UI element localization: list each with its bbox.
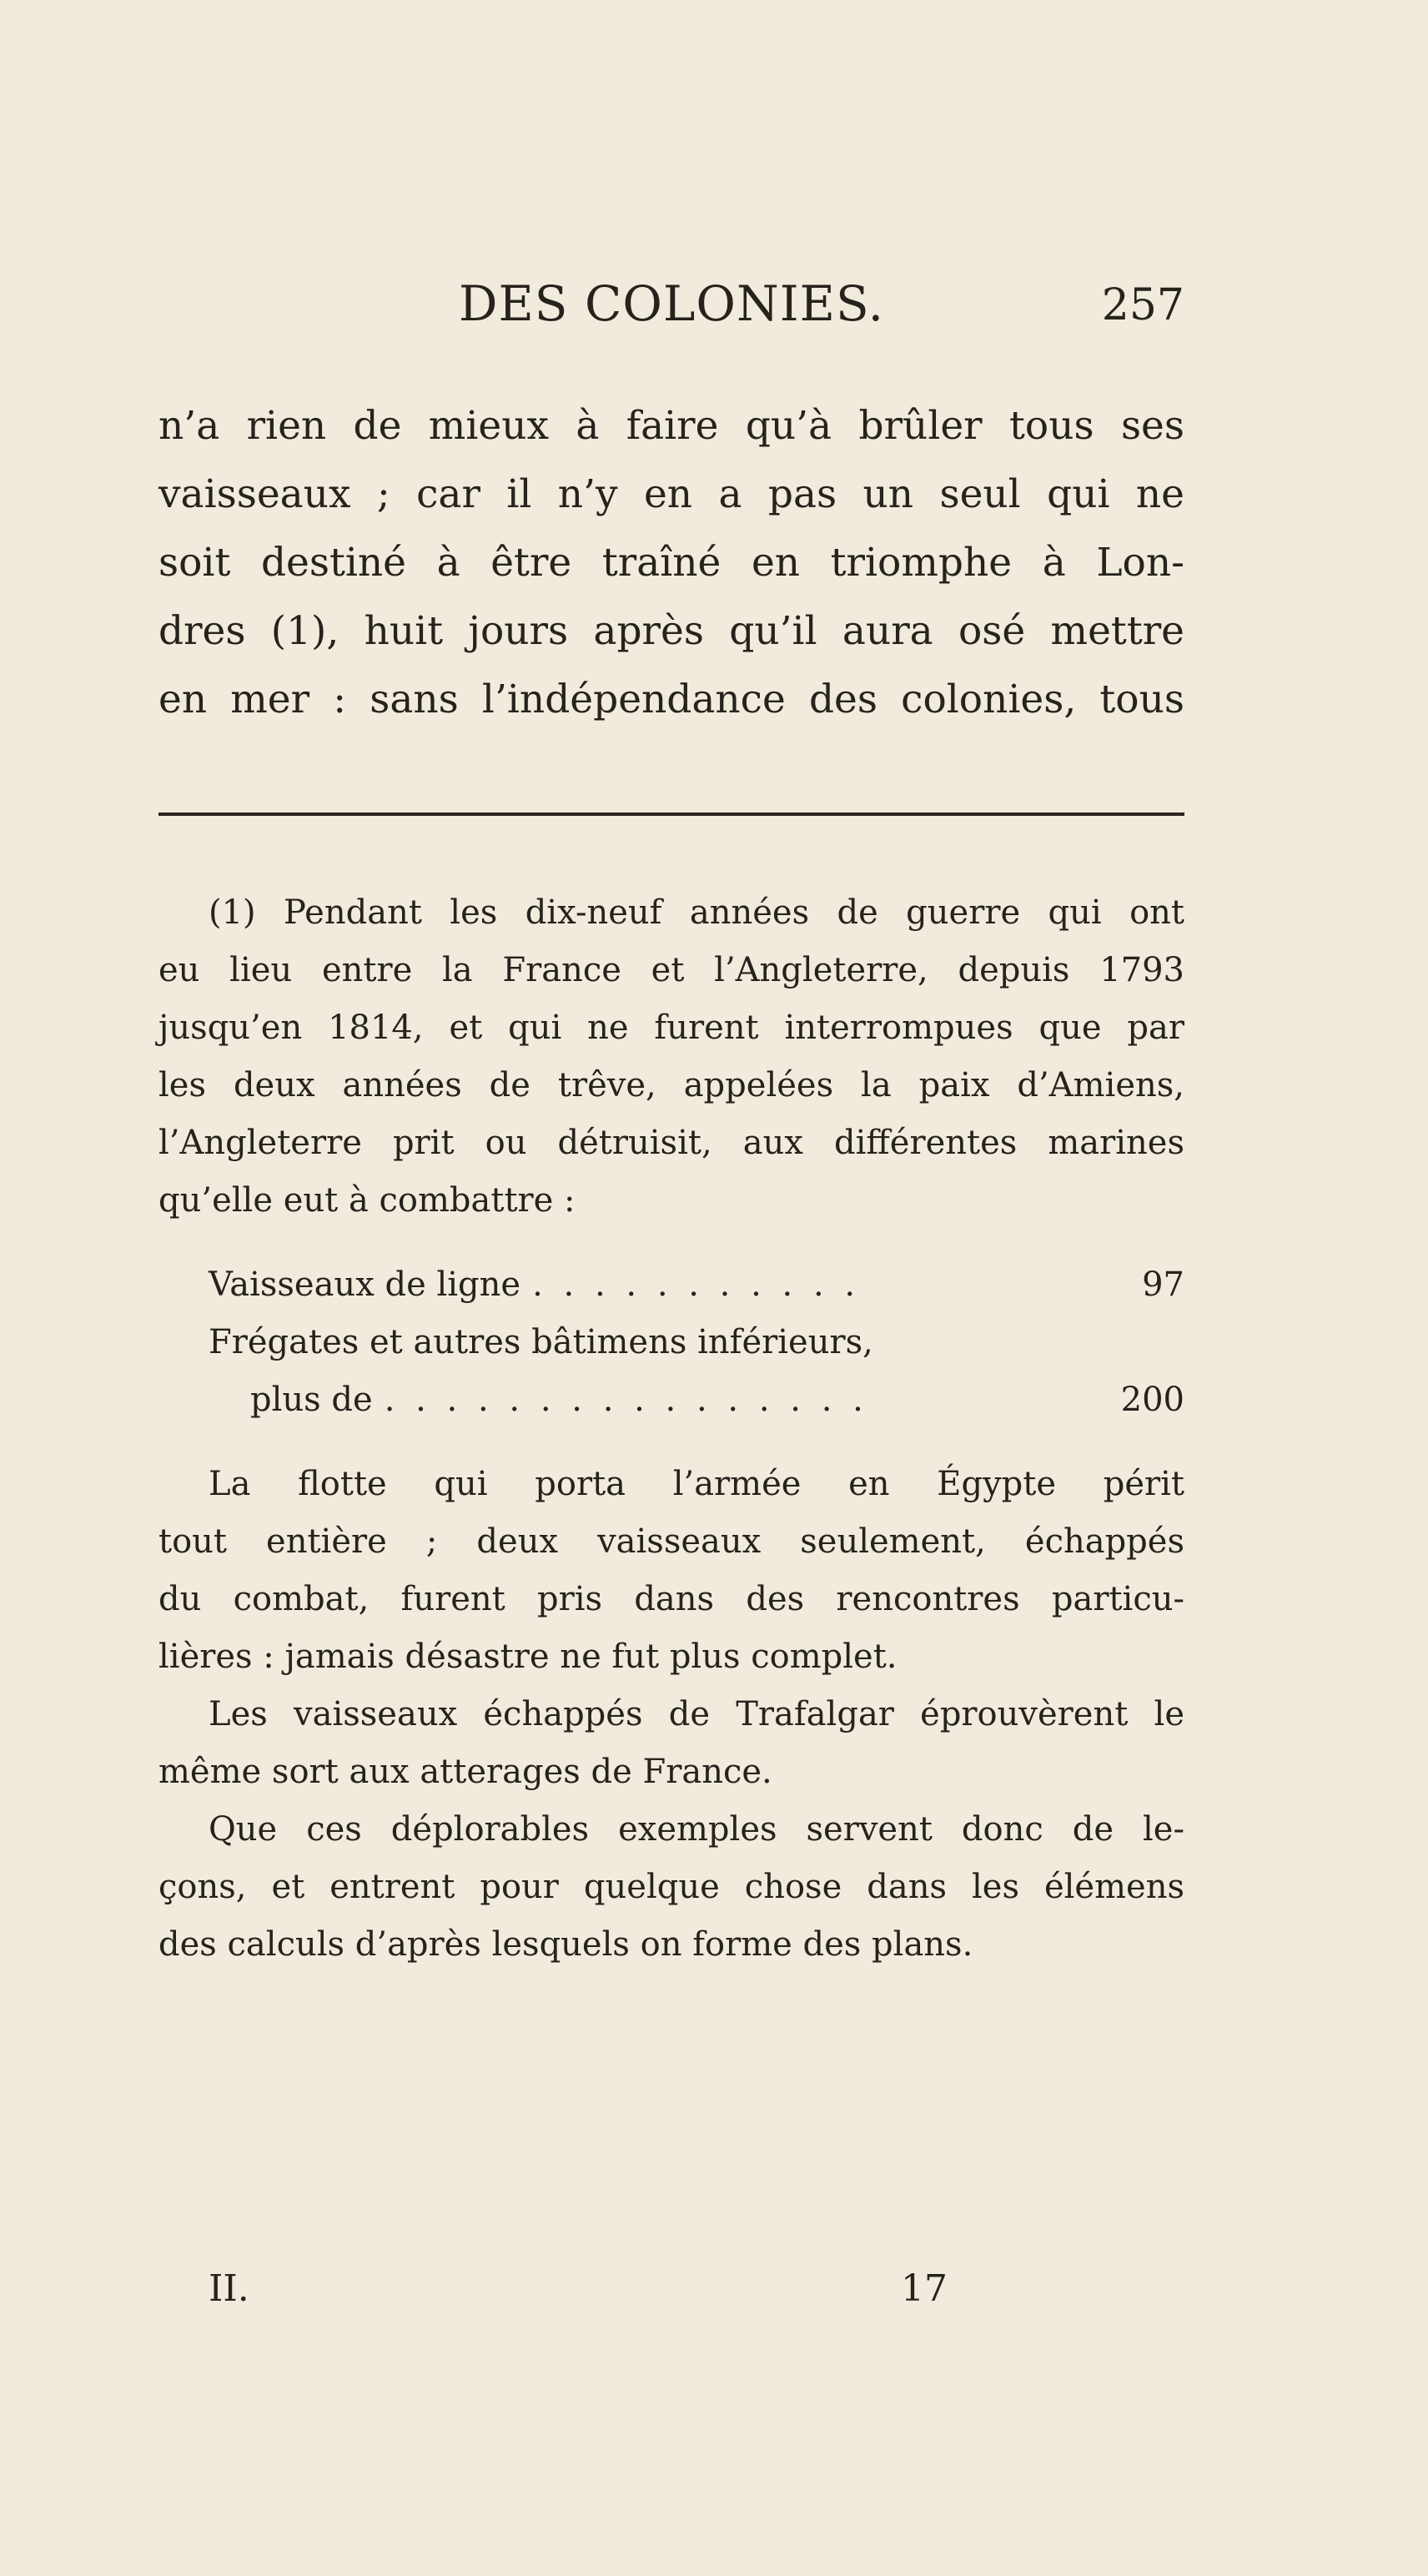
loss-label: Vaisseaux de ligne	[209, 1265, 521, 1304]
footnote-line: lières : jamais désastre ne fut plus complet.	[158, 1638, 898, 1676]
footnote-line: qu’elle eut à combattre :	[158, 1181, 576, 1220]
main-text	[158, 392, 1184, 734]
text-line: vaisseaux ; car il n’y en a pas un seul qui ne	[158, 471, 1184, 517]
footnote-line: du combat, furent pris dans des rencontres particu-	[158, 1580, 1184, 1618]
text-line: en mer : sans l’indépendance des colonies, tous	[158, 677, 1184, 722]
loss-label: plus de	[250, 1381, 373, 1419]
page-number: 257	[1101, 280, 1184, 330]
footnote-line: l’Angleterre prit ou détruisit, aux différentes marines	[158, 1124, 1184, 1162]
footnote	[158, 884, 1184, 1974]
loss-value: 97	[1142, 1265, 1184, 1304]
loss-value: 200	[1120, 1381, 1184, 1419]
loss-list-item	[158, 1256, 1184, 1314]
footnote-line: des calculs d’après lesquels on forme des plans.	[158, 1925, 973, 1964]
text-line: n’a rien de mieux à faire qu’à brûler tous ses	[158, 403, 1184, 449]
footnote-line: (1) Pendant les dix-neuf années de guerre qui ont	[209, 893, 1184, 932]
footnote-line: Que ces déplorables exemples servent donc de le-	[209, 1810, 1184, 1849]
footnote-divider	[158, 813, 1184, 816]
page-header	[158, 275, 1184, 359]
footnote-line: Les vaisseaux échappés de Trafalgar éprouvèrent le	[209, 1695, 1184, 1733]
loss-list-item	[158, 1314, 1184, 1371]
footnote-line: çons, et entrent pour quelque chose dans les élémens	[158, 1868, 1184, 1906]
footnote-line: même sort aux atterages de France.	[158, 1753, 772, 1791]
signature-mark: II.	[209, 2267, 249, 2310]
loss-list-item-cont	[158, 1371, 1184, 1429]
gathering-number: 17	[901, 2267, 948, 2310]
text-line: soit destiné à être traîné en triomphe à Lon-	[158, 540, 1184, 586]
footnote-line: les deux années de trêve, appelées la paix d’Amiens,	[158, 1066, 1184, 1104]
loss-label: Frégates et autres bâtimens inférieurs,	[209, 1323, 873, 1361]
text-line: dres (1), huit jours après qu’il aura osé mettre	[158, 608, 1184, 654]
footnote-line: tout entière ; deux vaisseaux seulement, échappés	[158, 1522, 1184, 1561]
footnote-line: jusqu’en 1814, et qui ne furent interrompues que par	[158, 1009, 1184, 1047]
leader-dots: . . . . . . . . . . . . . . . .	[384, 1381, 868, 1419]
footnote-line: eu lieu entre la France et l’Angleterre, depuis 1793	[158, 951, 1184, 989]
footnote-line: La flotte qui porta l’armée en Égypte périt	[209, 1465, 1184, 1503]
running-title: DES COLONIES.	[458, 275, 885, 332]
leader-dots: . . . . . . . . . . .	[532, 1265, 861, 1304]
